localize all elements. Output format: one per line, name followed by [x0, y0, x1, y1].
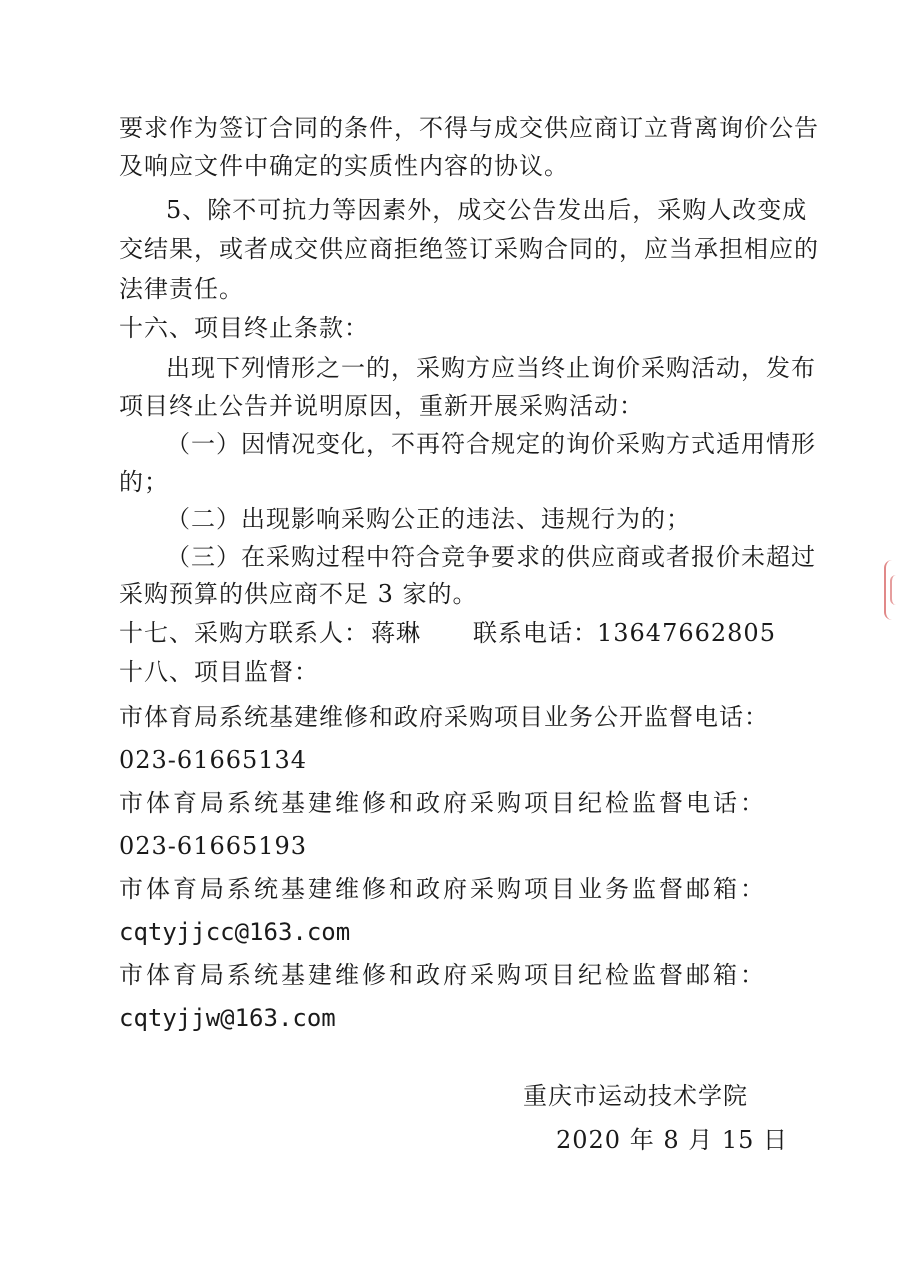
section16-intro-line2: 项目终止公告并说明原因，重新开展采购活动：	[119, 392, 644, 420]
business-email: cqtyjjcc@163.com	[119, 918, 351, 946]
para5-line1: 5、除不可抗力等因素外，成交公告发出后，采购人改变成	[166, 196, 808, 224]
section16-item2: （二）出现影响采购公正的违法、违规行为的；	[166, 505, 691, 533]
contact-name: 蒋琳	[371, 619, 421, 647]
signature-date: 2020 年 8 月 15 日	[556, 1126, 789, 1154]
para4-line2: 及响应文件中确定的实质性内容的协议。	[119, 152, 569, 180]
seal-edge-mark-inner	[890, 575, 900, 605]
section16-item3-line1: （三）在采购过程中符合竞争要求的供应商或者报价未超过	[166, 543, 816, 571]
business-phone-label: 市体育局系统基建维修和政府采购项目业务公开监督电话：	[119, 703, 769, 731]
para5-line3: 法律责任。	[119, 275, 244, 303]
section18-heading: 十八、项目监督：	[119, 658, 319, 686]
discipline-email: cqtyjjw@163.com	[119, 1004, 336, 1032]
section16-intro-line1: 出现下列情形之一的，采购方应当终止询价采购活动，发布	[166, 354, 816, 382]
business-phone: 023-61665134	[119, 746, 308, 774]
para4-line1: 要求作为签订合同的条件，不得与成交供应商订立背离询价公告	[119, 114, 819, 142]
section16-item1-line2: 的；	[119, 468, 169, 496]
section17-label: 十七、采购方联系人：	[119, 619, 369, 647]
phone-label: 联系电话：	[473, 619, 598, 647]
section16-item1-line1: （一）因情况变化，不再符合规定的询价采购方式适用情形	[166, 430, 816, 458]
contact-phone: 13647662805	[597, 619, 776, 647]
discipline-phone: 023-61665193	[119, 832, 308, 860]
signature-organization: 重庆市运动技术学院	[523, 1082, 748, 1110]
section16-heading: 十六、项目终止条款：	[119, 314, 369, 342]
para5-line2: 交结果，或者成交供应商拒绝签订采购合同的，应当承担相应的	[119, 235, 819, 263]
discipline-email-label: 市体育局系统基建维修和政府采购项目纪检监督邮箱：	[119, 961, 767, 989]
discipline-phone-label: 市体育局系统基建维修和政府采购项目纪检监督电话：	[119, 789, 767, 817]
section16-item3-line2: 采购预算的供应商不足 3 家的。	[119, 580, 478, 608]
business-email-label: 市体育局系统基建维修和政府采购项目业务监督邮箱：	[119, 875, 767, 903]
